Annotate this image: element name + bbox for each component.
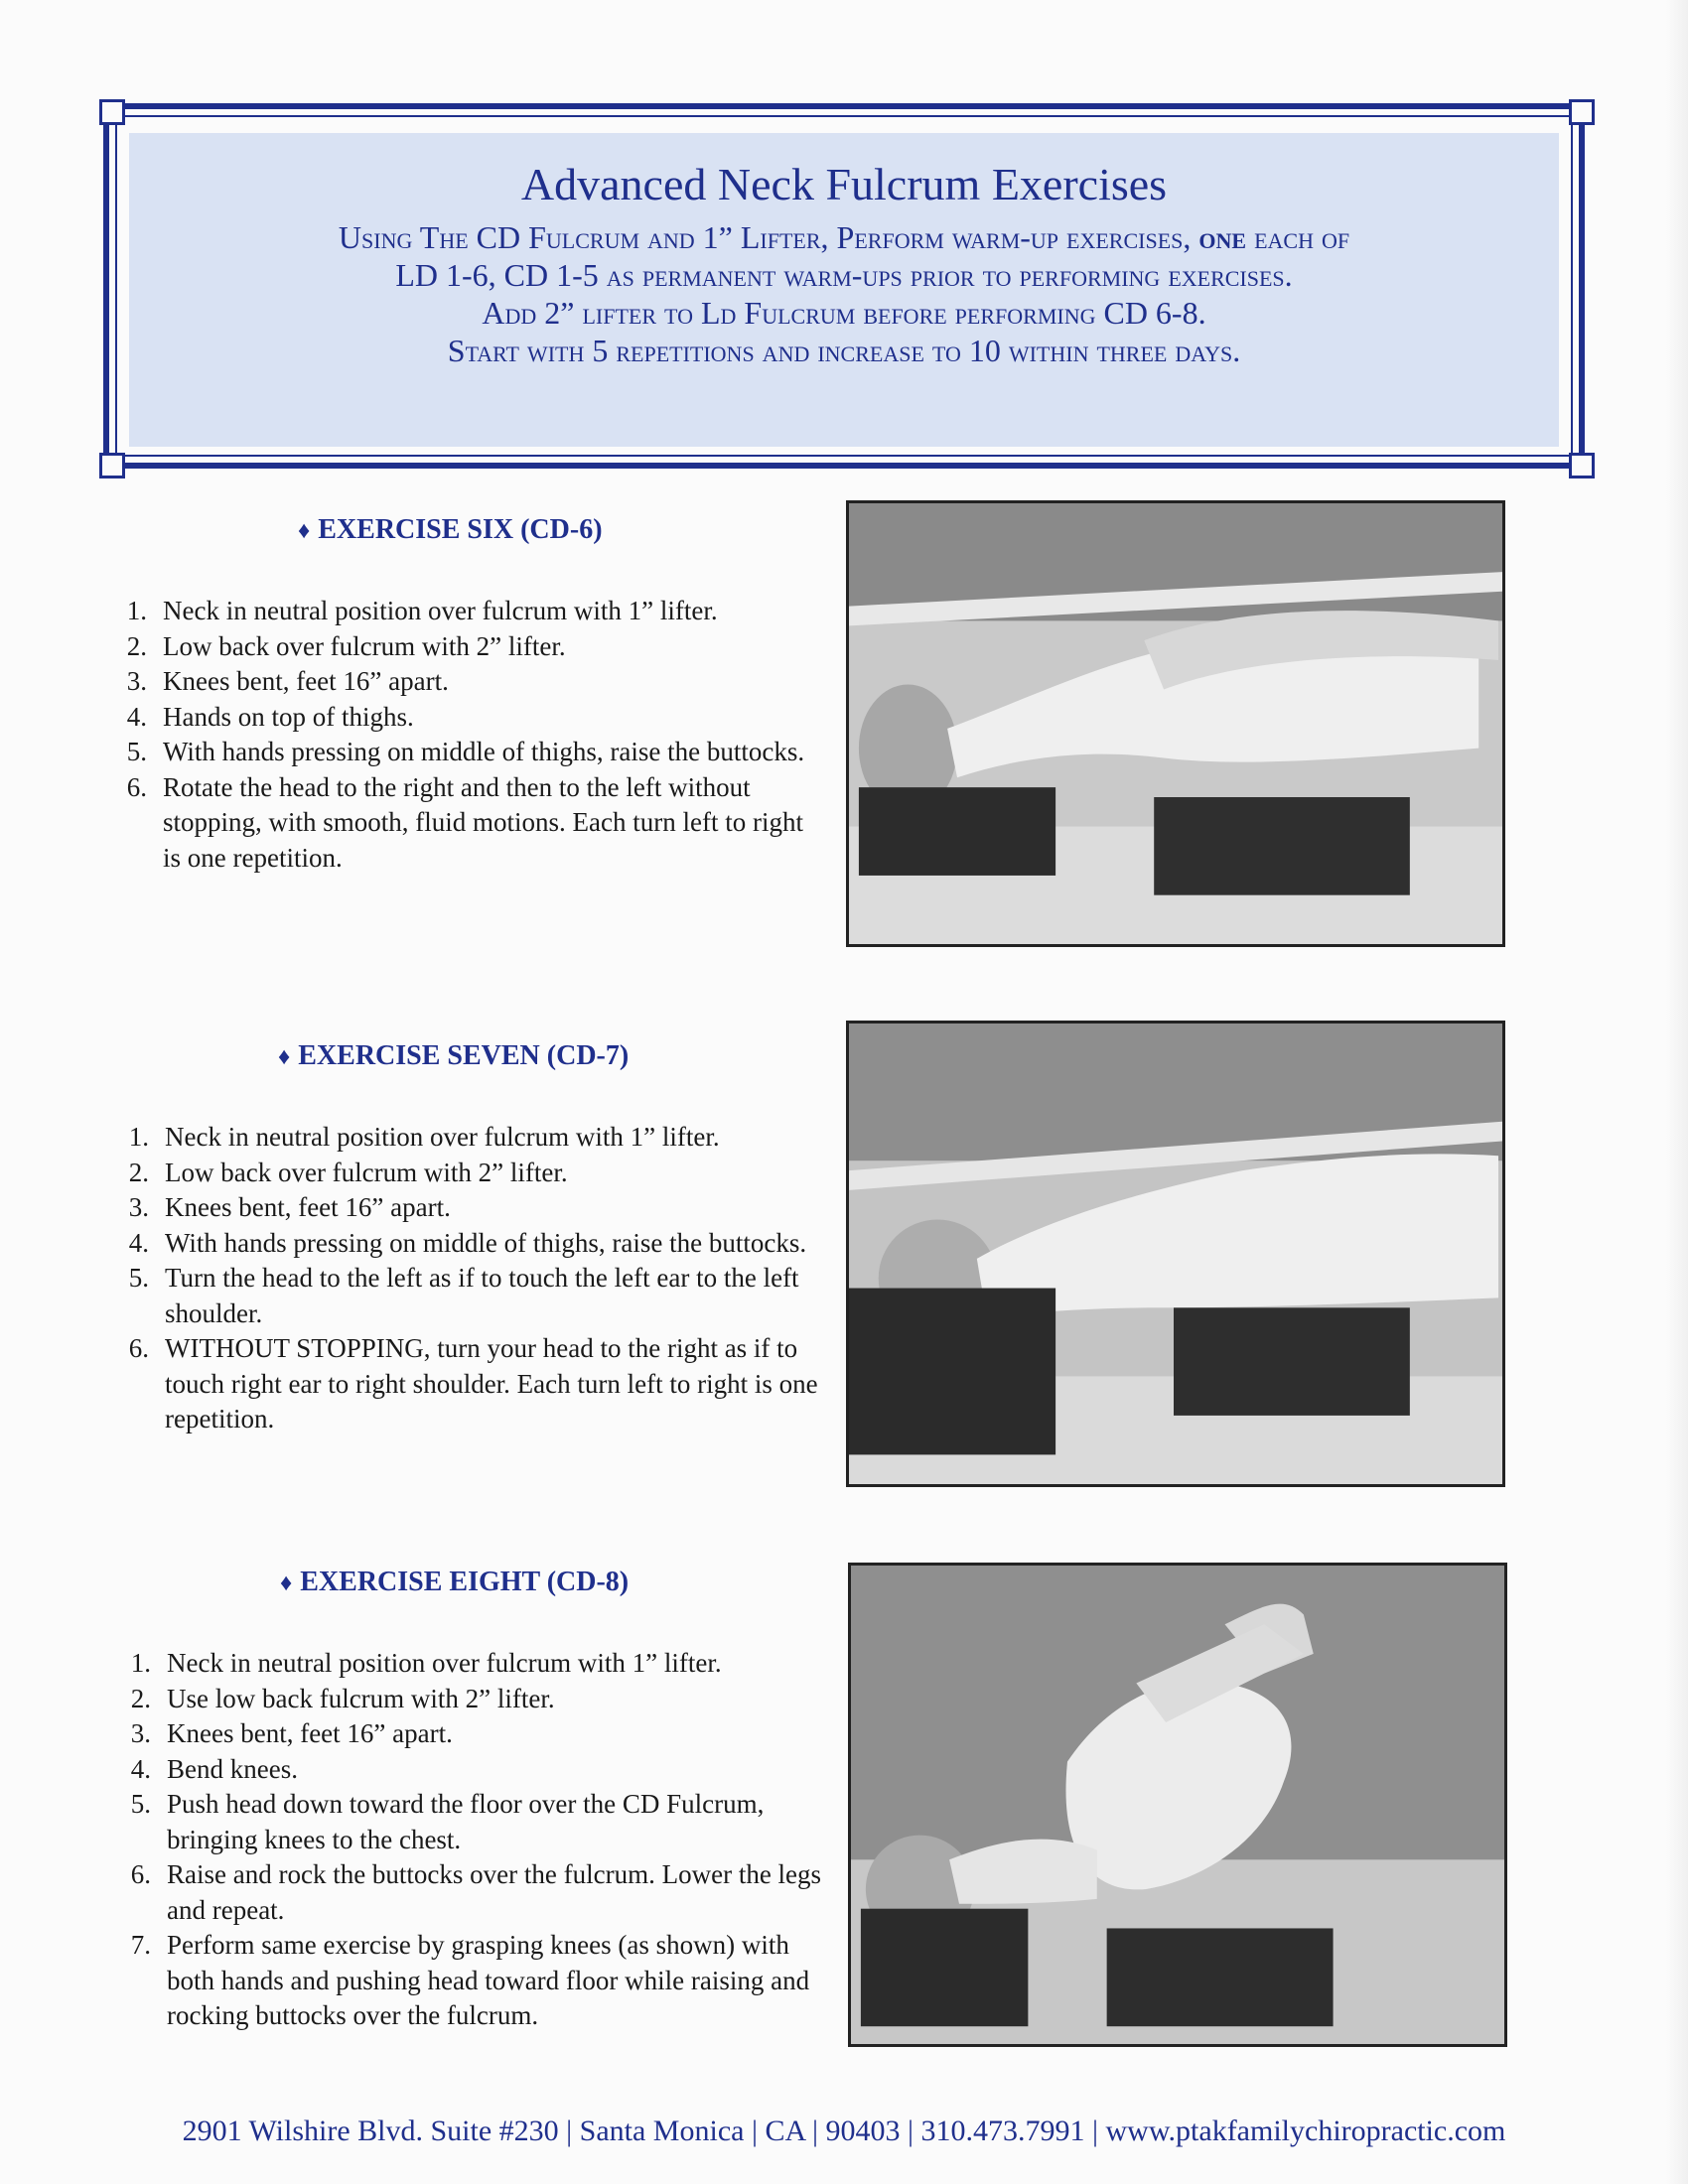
step-number: 1. [126, 596, 147, 625]
header-line1-prefix: Using The CD Fulcrum and 1” Lifter, Perform warm-up exercises, [338, 219, 1192, 255]
list-item [117, 664, 824, 700]
header-line1-suffix: each of [1254, 219, 1350, 255]
diamond-icon: ♦ [298, 518, 311, 544]
frame-corner [1569, 99, 1595, 125]
step-text: Perform same exercise by grasping knees (as shown) with both hands and pushing head toward floor while raising and rocking buttocks over the fulcrum. [167, 1930, 810, 2030]
header-instruction-1 [129, 218, 1559, 256]
frame-corner [99, 99, 125, 125]
step-number: 1. [128, 1122, 149, 1152]
step-number: 6. [130, 1859, 151, 1889]
exercise-title-text: EXERCISE EIGHT (CD-8) [300, 1567, 630, 1597]
step-text: With hands pressing on middle of thighs, raise the buttocks. [163, 737, 805, 766]
step-text: Hands on top of thighs. [163, 701, 414, 732]
exercise-photo-cd6 [846, 500, 1505, 947]
list-item [117, 700, 824, 736]
step-text: Low back over fulcrum with 2” lifter. [165, 1157, 568, 1187]
step-number: 3. [126, 666, 147, 696]
step-text: Push head down toward the floor over the CD Fulcrum, bringing knees to the chest. [167, 1789, 765, 1854]
list-item [121, 1716, 828, 1752]
step-text: Low back over fulcrum with 2” lifter. [163, 630, 566, 661]
list-item [117, 770, 824, 877]
list-item [119, 1156, 826, 1191]
step-number: 6. [126, 771, 147, 802]
step-text: Raise and rock the buttocks over the fulcrum. Lower the legs and repeat. [167, 1859, 822, 1925]
list-item [119, 1190, 826, 1226]
list-item [119, 1331, 826, 1437]
step-text: Knees bent, feet 16” apart. [165, 1192, 451, 1222]
list-item [119, 1261, 826, 1331]
header-instruction-3: Add 2” lifter to Ld Fulcrum before performing CD 6-8. [482, 295, 1206, 331]
step-text: With hands pressing on middle of thighs, raise the buttocks. [165, 1227, 807, 1258]
exercise-photo-cd7-image [849, 1024, 1502, 1484]
header-instruction-4: Start with 5 repetitions and increase to 10 within three days. [447, 333, 1241, 368]
list-item [121, 1682, 828, 1717]
page-title: Advanced Neck Fulcrum Exercises [520, 159, 1168, 209]
step-text: Knees bent, feet 16” apart. [167, 1718, 453, 1748]
step-number: 5. [130, 1789, 151, 1819]
header-text [129, 157, 1559, 369]
step-text: WITHOUT STOPPING, turn your head to the right as if to touch right ear to right shoulder. Each turn left to right is one repetition. [165, 1333, 818, 1433]
list-item [119, 1226, 826, 1262]
diamond-icon: ♦ [280, 1570, 293, 1596]
page-edge [1666, 0, 1688, 2184]
exercise-title-text: EXERCISE SIX (CD-6) [318, 514, 603, 545]
list-item [121, 1752, 828, 1788]
exercise-photo-cd6-image [849, 503, 1502, 944]
exercise-six-steps [117, 594, 824, 876]
list-item [121, 1928, 828, 2034]
exercise-photo-cd7 [846, 1021, 1505, 1487]
frame-corner [99, 453, 125, 478]
frame-corner [1569, 453, 1595, 478]
step-number: 4. [130, 1753, 151, 1784]
step-text: Neck in neutral position over fulcrum with 1” lifter. [165, 1122, 720, 1152]
exercise-eight-steps [121, 1646, 828, 2034]
exercise-eight-title [280, 1567, 629, 1598]
footer-address: 2901 Wilshire Blvd. Suite #230 | Santa Monica | CA | 90403 | 310.473.7991 | www.ptakfamilychiropractic.com [182, 2115, 1506, 2147]
exercise-six-title [298, 514, 603, 546]
header-line1-bold: one [1198, 219, 1247, 255]
step-number: 3. [128, 1192, 149, 1222]
step-number: 2. [130, 1683, 151, 1713]
step-text: Neck in neutral position over fulcrum with 1” lifter. [167, 1648, 722, 1678]
step-number: 2. [126, 630, 147, 661]
step-text: Rotate the head to the right and then to the left without stopping, with smooth, fluid motions. Each turn left to right is one repetition. [163, 771, 803, 873]
step-number: 6. [128, 1333, 149, 1363]
list-item [117, 735, 824, 770]
exercise-seven-steps [119, 1120, 826, 1437]
list-item [121, 1646, 828, 1682]
exercise-title-text: EXERCISE SEVEN (CD-7) [298, 1040, 630, 1071]
step-number: 7. [130, 1930, 151, 1960]
header-instruction-2: LD 1-6, CD 1-5 as permanent warm-ups prior to performing exercises. [395, 257, 1293, 293]
step-text: Bend knees. [167, 1753, 298, 1784]
step-number: 3. [130, 1718, 151, 1748]
exercise-seven-title [278, 1040, 629, 1072]
step-number: 5. [128, 1263, 149, 1293]
diamond-icon: ♦ [278, 1044, 291, 1070]
step-number: 2. [128, 1157, 149, 1187]
list-item [117, 594, 824, 629]
list-item [121, 1787, 828, 1857]
step-text: Neck in neutral position over fulcrum with 1” lifter. [163, 596, 718, 625]
step-number: 4. [126, 701, 147, 732]
step-text: Knees bent, feet 16” apart. [163, 666, 449, 696]
step-number: 4. [128, 1227, 149, 1258]
list-item [119, 1120, 826, 1156]
step-number: 1. [130, 1648, 151, 1678]
exercise-photo-cd8-image [851, 1566, 1504, 2044]
step-number: 5. [126, 737, 147, 766]
step-text: Turn the head to the left as if to touch the left ear to the left shoulder. [165, 1263, 799, 1328]
exercise-photo-cd8 [848, 1563, 1507, 2047]
list-item [121, 1857, 828, 1928]
step-text: Use low back fulcrum with 2” lifter. [167, 1683, 555, 1713]
list-item [117, 629, 824, 665]
